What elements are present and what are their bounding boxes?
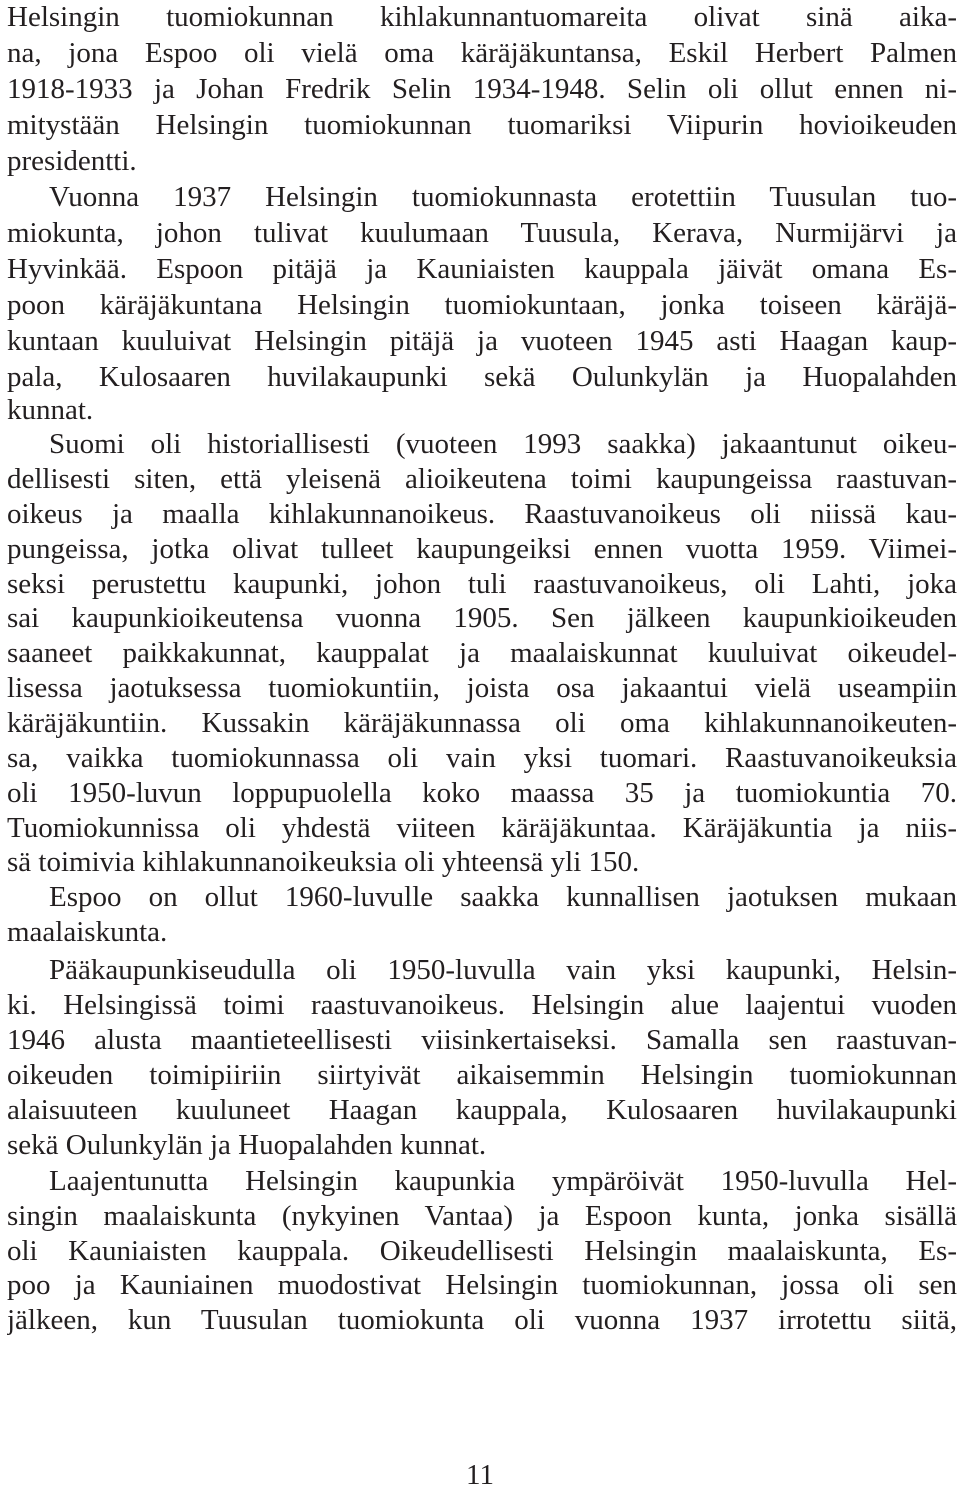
text-line: ki. Helsingissä toimi raastuvanoikeus. Helsingin alue laajentui vuoden (7, 989, 957, 1021)
text-line: kuntaan kuuluivat Helsingin pitäjä ja vuoteen 1945 asti Haagan kaup- (7, 325, 957, 357)
text-line: dellisesti siten, että yleisenä alioikeutena toimi kaupungeissa raastuvan- (7, 463, 957, 495)
text-line: poo ja Kauniainen muodostivat Helsingin tuomiokunnan, jossa oli sen (7, 1269, 957, 1301)
text-line: oikeus ja maalla kihlakunnanoikeus. Raastuvanoikeus oli niissä kau- (7, 498, 957, 530)
text-line: käräjäkuntiin. Kussakin käräjäkunnassa oli oma kihlakunnanoikeuten- (7, 707, 957, 739)
text-line: na, jona Espoo oli vielä oma käräjäkuntansa, Eskil Herbert Palmen (7, 37, 957, 69)
text-line: Espoo on ollut 1960-luvulle saakka kunnallisen jaotuksen mukaan (49, 881, 957, 913)
text-line: Helsingin tuomiokunnan kihlakunnantuomareita olivat sinä aika- (7, 1, 957, 33)
text-line: maalaiskunta. (7, 916, 168, 948)
text-line: seksi perustettu kaupunki, johon tuli raastuvanoikeus, oli Lahti, joka (7, 568, 957, 600)
text-line: singin maalaiskunta (nykyinen Vantaa) ja Espoon kunta, jonka sisällä (7, 1200, 957, 1232)
text-line: sa, vaikka tuomiokunnassa oli vain yksi tuomari. Raastuvanoikeuksia (7, 742, 957, 774)
text-line: Hyvinkää. Espoon pitäjä ja Kauniaisten kauppala jäivät omana Es- (7, 253, 957, 285)
text-line: Vuonna 1937 Helsingin tuomiokunnasta erotettiin Tuusulan tuo- (49, 181, 957, 213)
text-line: poon käräjäkuntana Helsingin tuomiokuntaan, jonka toiseen käräjä- (7, 289, 957, 321)
text-line: oikeuden toimipiiriin siirtyivät aikaisemmin Helsingin tuomiokunnan (7, 1059, 957, 1091)
text-line: Suomi oli historiallisesti (vuoteen 1993 saakka) jakaantunut oikeu- (49, 428, 957, 460)
text-line: jälkeen, kun Tuusulan tuomiokunta oli vuonna 1937 irrotettu siitä, (7, 1304, 957, 1336)
text-line: sai kaupunkioikeutensa vuonna 1905. Sen jälkeen kaupunkioikeuden (7, 602, 957, 634)
text-line: sekä Oulunkylän ja Huopalahden kunnat. (7, 1129, 487, 1161)
text-line: sä toimivia kihlakunnanoikeuksia oli yhteensä yli 150. (7, 846, 640, 878)
text-line: lisessa jaotuksessa tuomiokuntiin, joista osa jakaantui vielä useampiin (7, 672, 957, 704)
text-line: mitystään Helsingin tuomiokunnan tuomariksi Viipurin hovioikeuden (7, 109, 957, 141)
text-line: Tuomiokunnissa oli yhdestä viiteen käräjäkuntaa. Käräjäkuntia ja niis- (7, 812, 957, 844)
text-line: 1918-1933 ja Johan Fredrik Selin 1934-1948. Selin oli ollut ennen ni- (7, 73, 957, 105)
text-line: pungeissa, jotka olivat tulleet kaupungeiksi ennen vuotta 1959. Viimei- (7, 533, 957, 565)
text-line: kunnat. (7, 394, 94, 426)
text-line: Pääkaupunkiseudulla oli 1950-luvulla vain yksi kaupunki, Helsin- (49, 954, 957, 986)
text-line: miokunta, johon tulivat kuulumaan Tuusula, Kerava, Nurmijärvi ja (7, 217, 957, 249)
text-line: oli 1950-luvun loppupuolella koko maassa 35 ja tuomiokuntia 70. (7, 777, 957, 809)
text-line: pala, Kulosaaren huvilakaupunki sekä Oulunkylän ja Huopalahden (7, 361, 957, 393)
text-line: 1946 alusta maantieteellisesti viisinkertaiseksi. Samalla sen raastuvan- (7, 1024, 957, 1056)
text-line: saaneet paikkakunnat, kauppalat ja maalaiskunnat kuuluivat oikeudel- (7, 637, 957, 669)
text-line: Laajentunutta Helsingin kaupunkia ympäröivät 1950-luvulla Hel- (49, 1165, 957, 1197)
page-number: 11 (466, 1459, 494, 1491)
text-line: presidentti. (7, 145, 137, 177)
text-line: alaisuuteen kuuluneet Haagan kauppala, Kulosaaren huvilakaupunki (7, 1094, 957, 1126)
text-line: oli Kauniaisten kauppala. Oikeudellisesti Helsingin maalaiskunta, Es- (7, 1235, 957, 1267)
